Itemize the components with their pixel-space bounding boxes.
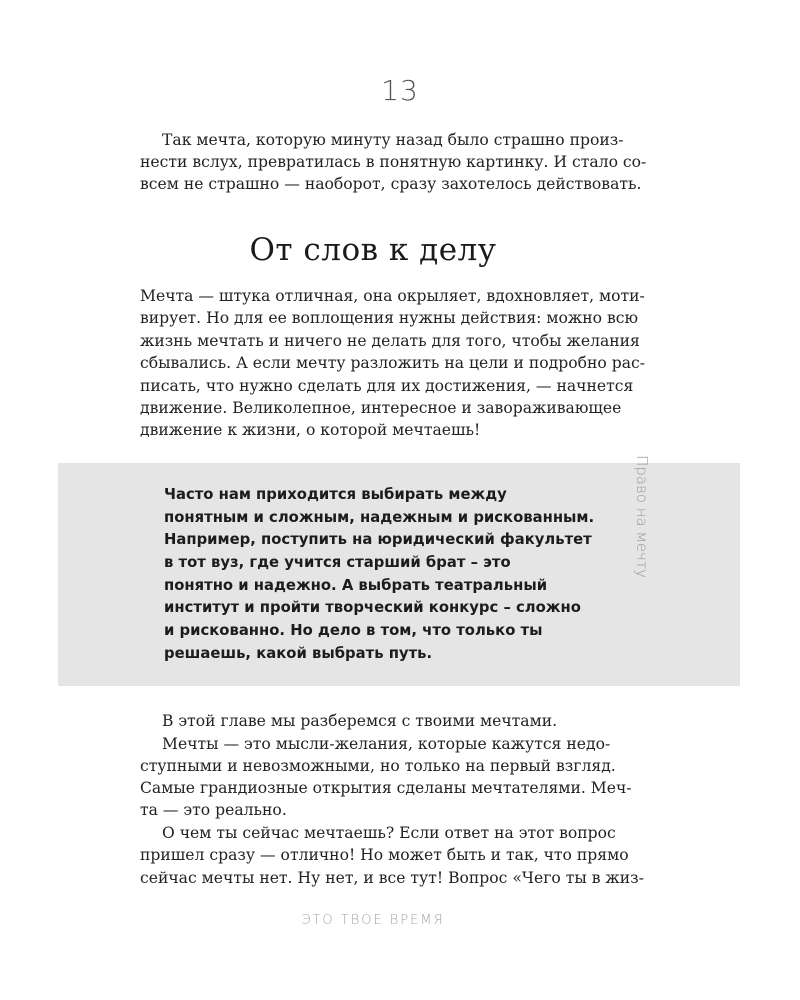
callout-line: понятно и надежно. А выбрать театральный [164, 577, 548, 594]
text-line: движение к жизни, о которой мечтаешь! [140, 421, 481, 439]
text-line: В этой главе мы разберемся с твоими мечтами. [162, 712, 558, 730]
text-line: всем не страшно — наоборот, сразу захотелось действовать. [140, 175, 642, 193]
callout-line: институт и пройти творческий конкурс – сложно [164, 599, 581, 616]
text-line: пришел сразу — отлично! Но может быть и так, что прямо [140, 846, 629, 864]
text-line: Самые грандиозные открытия сделаны мечтателями. Меч- [140, 779, 632, 797]
text-line: сбывались. А если мечту разложить на цели и подробно рас- [140, 354, 646, 372]
text-line: писать, что нужно сделать для их достижения, — начнется [140, 377, 634, 395]
callout-line: и рискованно. Но дело в том, что только ты [164, 622, 543, 639]
chapter-side-label: Право на мечту [633, 455, 651, 579]
section-heading: От слов к делу [249, 232, 497, 268]
callout-line: решаешь, какой выбрать путь. [164, 645, 433, 662]
text-line: О чем ты сейчас мечтаешь? Если ответ на этот вопрос [162, 824, 616, 842]
callout-line: в тот вуз, где учится старший брат – это [164, 554, 511, 571]
text-line: жизнь мечтать и ничего не делать для того, чтобы желания [140, 332, 640, 350]
text-line: Так мечта, которую минуту назад было страшно произ- [162, 131, 624, 149]
text-line: ступными и невозможными, но только на первый взгляд. [140, 757, 616, 775]
text-line: нести вслух, превратилась в понятную картинку. И стало со- [140, 153, 647, 171]
text-line: сейчас мечты нет. Ну нет, и все тут! Вопрос «Чего ты в жиз- [140, 869, 644, 887]
running-footer: ЭТО ТВОЕ ВРЕМЯ [301, 913, 445, 928]
text-line: Мечта — штука отличная, она окрыляет, вдохновляет, моти- [140, 287, 645, 305]
callout-line: Часто нам приходится выбирать между [164, 486, 507, 503]
text-line: Мечты — это мысли-желания, которые кажутся недо- [162, 735, 611, 753]
text-line: та — это реально. [140, 801, 287, 819]
callout-line: понятным и сложным, надежным и рискованным. [164, 509, 595, 526]
text-line: вирует. Но для ее воплощения нужны действия: можно всю [140, 309, 639, 327]
text-line: движение. Великолепное, интересное и завораживающее [140, 399, 622, 417]
page-number: 13 [381, 74, 419, 107]
callout-line: Например, поступить на юридический факультет [164, 531, 592, 548]
